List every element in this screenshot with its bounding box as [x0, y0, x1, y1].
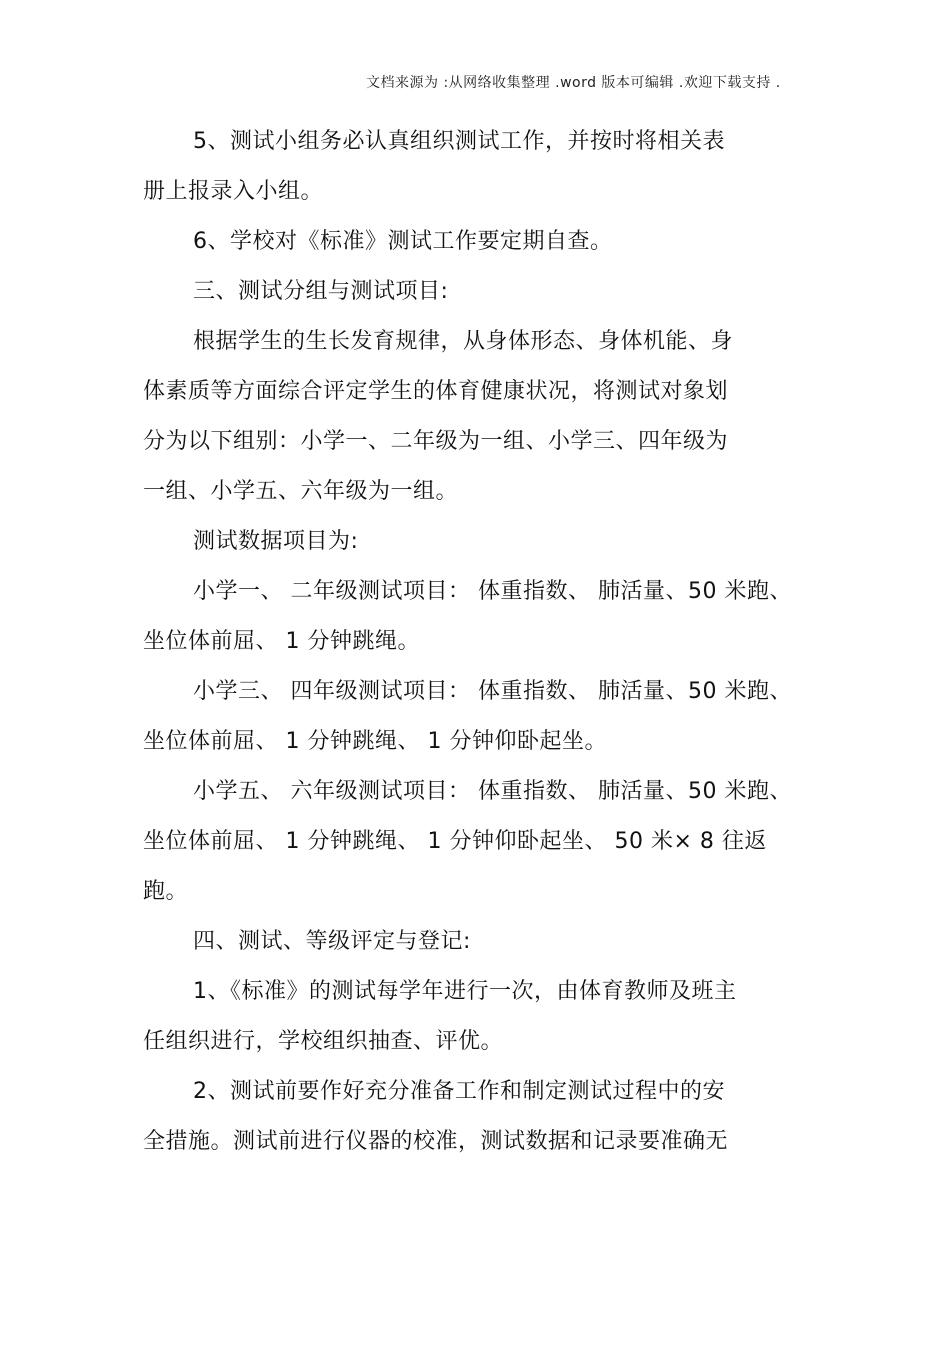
- paragraph-line: 全措施。测试前进行仪器的校准，测试数据和记录要准确无: [143, 1129, 729, 1154]
- paragraph-line: 2、测试前要作好充分准备工作和制定测试过程中的安: [193, 1079, 725, 1104]
- paragraph-line: 坐位体前屈、 1 分钟跳绳、 1 分钟仰卧起坐、 50 米× 8 往返: [143, 829, 767, 854]
- paragraph-line: 小学五、 六年级测试项目： 体重指数、 肺活量、50 米跑、: [193, 779, 792, 804]
- paragraph-line: 小学一、 二年级测试项目： 体重指数、 肺活量、50 米跑、: [193, 579, 792, 604]
- paragraph-line: 分为以下组别：小学一、二年级为一组、小学三、四年级为: [143, 429, 729, 454]
- paragraph-line: 5、测试小组务必认真组织测试工作，并按时将相关表: [193, 129, 725, 154]
- paragraph-line: 跑。: [143, 879, 189, 904]
- paragraph-line: 册上报录入小组。: [143, 179, 324, 204]
- paragraph-line: 任组织进行，学校组织抽查、评优。: [143, 1029, 504, 1054]
- paragraph-line: 体素质等方面综合评定学生的体育健康状况，将测试对象划: [143, 379, 729, 404]
- paragraph-line: 坐位体前屈、 1 分钟跳绳。: [143, 629, 420, 654]
- paragraph-line: 1、《标准》的测试每学年进行一次，由体育教师及班主: [193, 979, 737, 1004]
- paragraph-line: 小学三、 四年级测试项目： 体重指数、 肺活量、50 米跑、: [193, 679, 792, 704]
- paragraph-line: 坐位体前屈、 1 分钟跳绳、 1 分钟仰卧起坐。: [143, 729, 607, 754]
- paragraph-line: 测试数据项目为:: [193, 529, 359, 554]
- section-heading: 四、测试、等级评定与登记:: [193, 929, 471, 954]
- paragraph-line: 根据学生的生长发育规律，从身体形态、身体机能、身: [193, 329, 734, 354]
- paragraph-line: 6、学校对《标准》测试工作要定期自查。: [193, 229, 613, 254]
- source-note: 文档来源为 :从网络收集整理 .word 版本可编辑 .欢迎下载支持 .: [366, 75, 781, 91]
- section-heading: 三、测试分组与测试项目:: [193, 279, 449, 304]
- paragraph-line: 一组、小学五、六年级为一组。: [143, 479, 459, 504]
